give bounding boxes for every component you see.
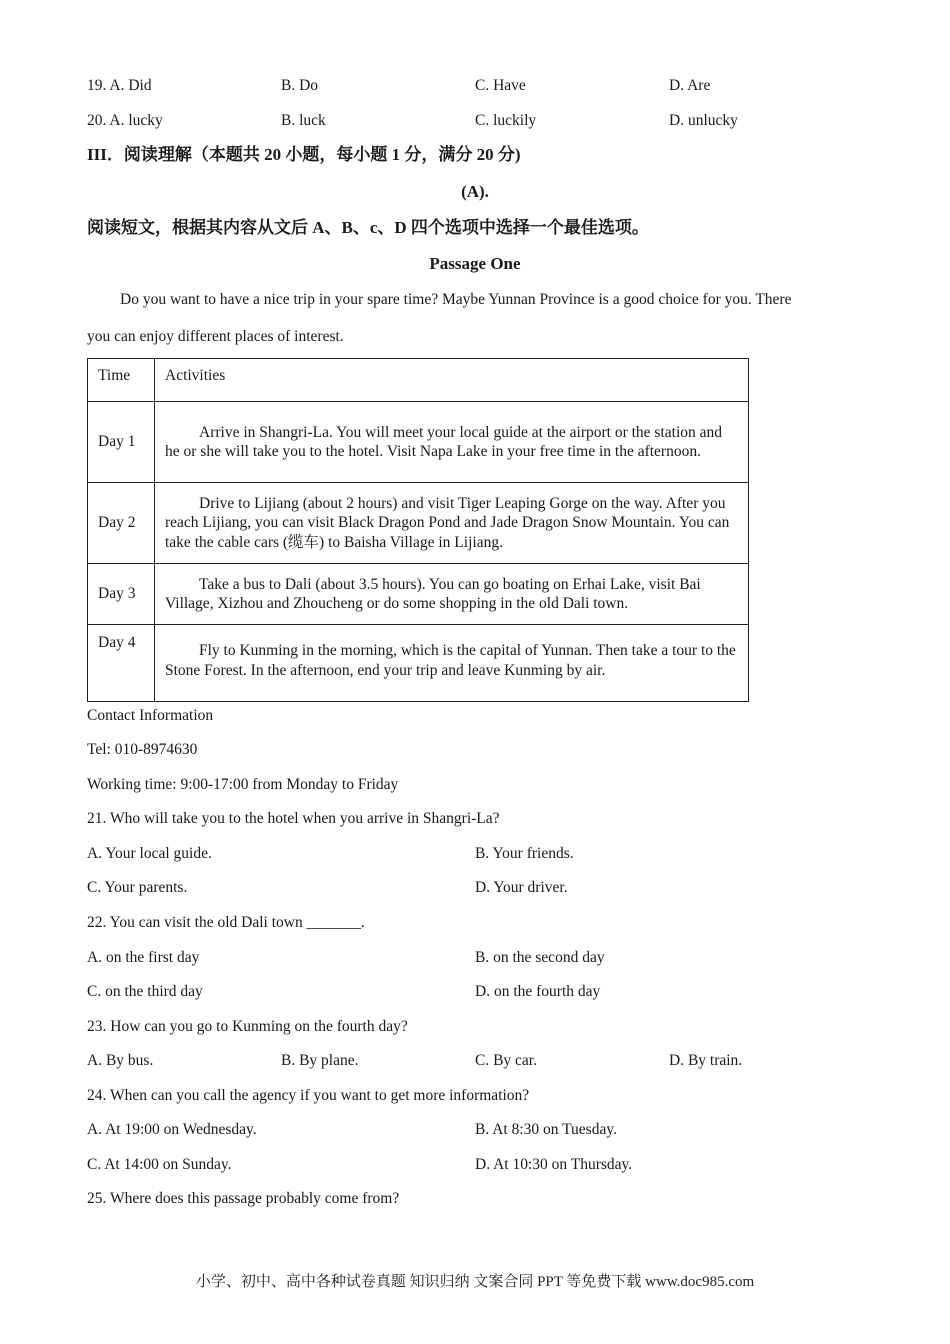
q22-option-c: C. on the third day [87, 983, 203, 1000]
contact-tel: Tel: 010-8974630 [87, 741, 198, 758]
row-time: Day 4 [88, 625, 155, 702]
table-row [88, 625, 749, 702]
q22-stem: 22. You can visit the old Dali town _______. [87, 914, 365, 931]
row-activity: Drive to Lijiang (about 2 hours) and visit Tiger Leaping Gorge on the way. After you reach Lijiang, you can visit Black Dragon Pond and Jade Dragon Snow Mountain. You can take the cable cars (缆车) to Baisha Village in Lijiang. [155, 483, 749, 564]
q21-stem: 21. Who will take you to the hotel when you arrive in Shangri-La? [87, 810, 500, 827]
q19-number: 19. [87, 77, 107, 94]
q24-option-c: C. At 14:00 on Sunday. [87, 1156, 232, 1173]
q20-option-c: C. luckily [475, 112, 537, 129]
q21-option-c: C. Your parents. [87, 879, 188, 896]
row-time: Day 2 [88, 483, 155, 564]
header-time: Time [88, 359, 155, 402]
working-time: Working time: 9:00-17:00 from Monday to Friday [87, 776, 399, 793]
row-activity: Fly to Kunming in the morning, which is the capital of Yunnan. Then take a tour to the Stone Forest. In the afternoon, end your trip and leave Kunming by air. [155, 625, 749, 702]
row-activity: Arrive in Shangri-La. You will meet your local guide at the airport or the station and he or she will take you to the hotel. Visit Napa Lake in your free time in the afternoon. [155, 402, 749, 483]
q19-option-c: C. Have [475, 77, 526, 94]
contact-title: Contact Information [87, 707, 214, 724]
q23-option-b: B. By plane. [281, 1052, 359, 1069]
q20-option-b: B. luck [281, 112, 326, 129]
q23-option-c: C. By car. [475, 1052, 537, 1069]
q20-option-a-text: A. lucky [109, 112, 163, 129]
intro-line-2: you can enjoy different places of interest. [87, 328, 344, 345]
q24-option-b: B. At 8:30 on Tuesday. [475, 1121, 617, 1138]
page-footer: 小学、初中、高中各种试卷真题 知识归纳 文案合同 PPT 等免费下载 www.doc985.com [195, 1274, 755, 1290]
table-row [88, 402, 749, 483]
q20-option-d: D. unlucky [669, 112, 738, 129]
q20-number: 20. [87, 112, 107, 129]
q20-option-a [87, 111, 163, 131]
instruction: 阅读短文，根据其内容从文后 A、B、c、D 四个选项中选择一个最佳选项。 [87, 218, 649, 237]
q19-option-a [87, 76, 152, 96]
section-title: III．阅读理解（本题共 20 小题，每小题 1 分，满分 20 分) [87, 145, 521, 164]
q21-option-b: B. Your friends. [475, 845, 574, 862]
header-activities: Activities [155, 359, 749, 402]
q23-stem: 23. How can you go to Kunming on the fourth day? [87, 1018, 408, 1035]
q23-option-a: A. By bus. [87, 1052, 154, 1069]
q19-option-d: D. Are [669, 77, 711, 94]
passage-title: Passage One [429, 254, 521, 273]
table-row [88, 483, 749, 564]
table-row [88, 564, 749, 625]
q21-option-d: D. Your driver. [475, 879, 568, 896]
part-label: (A). [461, 182, 489, 201]
table-header-row [88, 359, 749, 402]
q21-option-a: A. Your local guide. [87, 845, 212, 862]
q22-option-b: B. on the second day [475, 949, 605, 966]
intro-line-1: Do you want to have a nice trip in your spare time? Maybe Yunnan Province is a good choice for you. There [120, 291, 792, 308]
q19-option-b: B. Do [281, 77, 319, 94]
row-time: Day 3 [88, 564, 155, 625]
row-activity: Take a bus to Dali (about 3.5 hours). You can go boating on Erhai Lake, visit Bai Village, Xizhou and Zhoucheng or do some shopping in the old Dali town. [155, 564, 749, 625]
q19-option-a-text: A. Did [109, 77, 152, 94]
q22-option-a: A. on the first day [87, 949, 200, 966]
q23-option-d: D. By train. [669, 1052, 743, 1069]
q24-option-d: D. At 10:30 on Thursday. [475, 1156, 633, 1173]
schedule-table [87, 358, 749, 702]
row-time: Day 1 [88, 402, 155, 483]
q22-option-d: D. on the fourth day [475, 983, 601, 1000]
q24-stem: 24. When can you call the agency if you want to get more information? [87, 1087, 530, 1104]
q25-stem: 25. Where does this passage probably come from? [87, 1190, 400, 1207]
q24-option-a: A. At 19:00 on Wednesday. [87, 1121, 257, 1138]
